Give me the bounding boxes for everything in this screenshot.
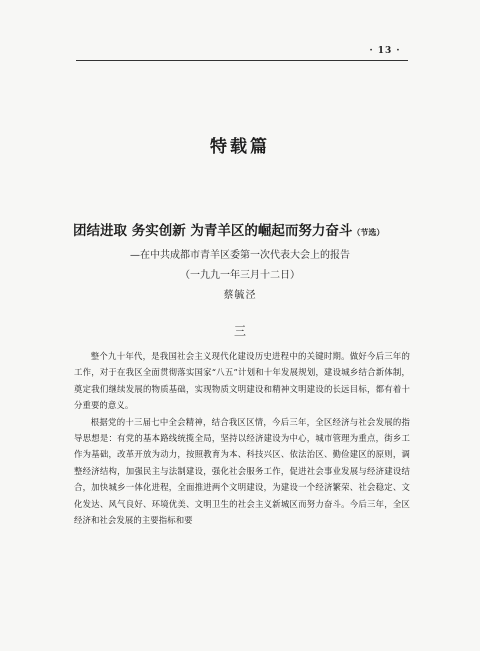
article-title xyxy=(73,219,413,239)
paragraph: 整个九十年代，是我国社会主义现代化建设历史进程中的关键时期。做好今后三年的工作，对于在我区全面贯彻落实国家“八五”计划和十年发展规划，建设城乡结合新体制，奠定我们继续发展的物质基础，实现物质文明建设和精神文明建设的长远目标，都有着十分重要的意义。 xyxy=(74,351,410,411)
part-number: 三 xyxy=(233,324,246,338)
article-title-text: 团结进取 务实创新 为青羊区的崛起而努力奋斗 xyxy=(73,223,353,239)
article-author: 蔡毓泾 xyxy=(223,290,257,301)
article-date: （一九九一年三月十二日） xyxy=(180,270,300,281)
article-subtitle: —在中共成都市青羊区委第一次代表大会上的报告 xyxy=(130,250,350,261)
paragraph: 根据党的十三届七中全会精神，结合我区区情，今后三年，全区经济与社会发展的指导思想是：有党的基本路线统揽全局，坚持以经济建设为中心，城市管理为重点，街乡工作为基础，改革开放为动力，按照教育为本、科技兴区、依法治区、勤俭建区的原则，调整经济结构，加强民主与法制建设，强化社会服务工作，促进社会事业发展与经济建设结合，加快城乡一体化进程，全面推进两个文明建设，为建设一个经济繁荣、社会稳定、文化发达、风气良好、环境优美、文明卫生的社会主义新城区而努力奋斗。今后三年，全区经济和社会发展的主要指标和要 xyxy=(74,416,410,526)
title-note: （节选） xyxy=(352,228,385,237)
section-title: 特载篇 xyxy=(210,137,270,157)
page-number: · 13 · xyxy=(369,46,401,56)
article-body xyxy=(74,348,410,528)
header-rule xyxy=(76,60,408,61)
